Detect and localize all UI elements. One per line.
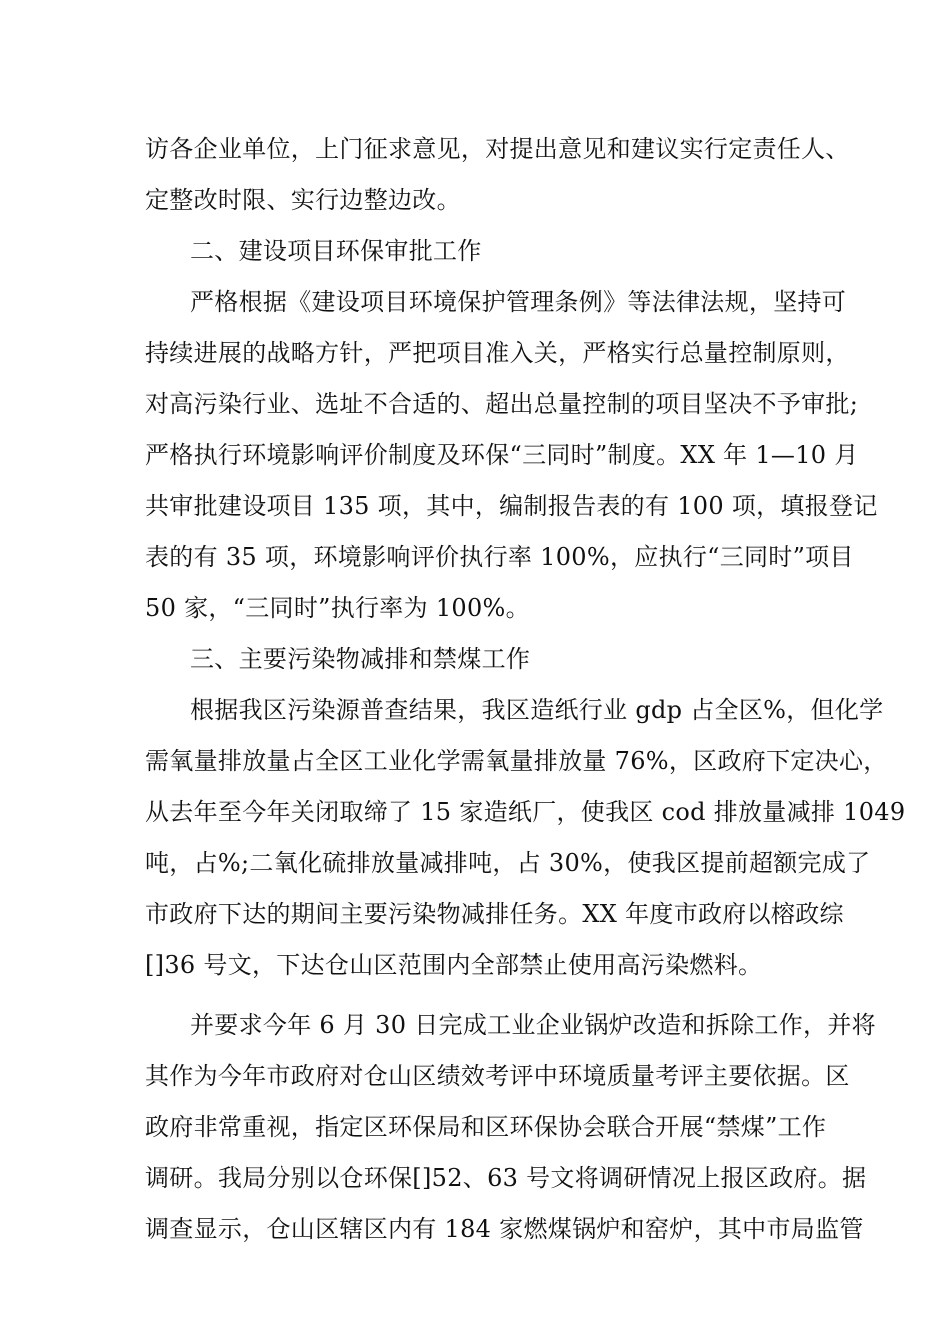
text-line-15: 吨，占%;二氧化硫排放量减排吨，占 30%，使我区提前超额完成了 <box>145 849 871 877</box>
text-line-13: 需氧量排放量占全区工业化学需氧量排放量 76%，区政府下定决心， <box>145 747 888 775</box>
text-line-6: 对高污染行业、选址不合适的、超出总量控制的项目坚决不予审批; <box>145 390 859 418</box>
text-line-17: []36 号文，下达仓山区范围内全部禁止使用高污染燃料。 <box>145 951 763 979</box>
text-line-21: 调研。我局分别以仓环保[]52、63 号文将调研情况上报区政府。据 <box>145 1164 867 1192</box>
text-line-20: 政府非常重视，指定区环保局和区环保协会联合开展“禁煤”工作 <box>145 1113 827 1141</box>
text-line-1: 访各企业单位，上门征求意见，对提出意见和建议实行定责任人、 <box>145 135 850 163</box>
text-line-12: 根据我区污染源普查结果，我区造纸行业 gdp 占全区%，但化学 <box>190 696 884 724</box>
text-line-7: 严格执行环境影响评价制度及环保“三同时”制度。XX 年 1—10 月 <box>145 441 859 469</box>
text-line-2: 定整改时限、实行边整边改。 <box>145 186 461 214</box>
text-line-18: 并要求今年 6 月 30 日完成工业企业锅炉改造和拆除工作，并将 <box>190 1011 876 1039</box>
text-line-19: 其作为今年市政府对仓山区绩效考评中环境质量考评主要依据。区 <box>145 1062 850 1090</box>
text-line-10: 50 家，“三同时”执行率为 100%。 <box>145 594 530 622</box>
section-heading-2: 二、建设项目环保审批工作 <box>190 237 482 265</box>
section-heading-3: 三、主要污染物减排和禁煤工作 <box>190 645 531 673</box>
text-line-4: 严格根据《建设项目环境保护管理条例》等法律法规，坚持可 <box>190 288 847 316</box>
text-line-16: 市政府下达的期间主要污染物减排任务。XX 年度市政府以榕政综 <box>145 900 844 928</box>
text-line-9: 表的有 35 项，环境影响评价执行率 100%，应执行“三同时”项目 <box>145 543 854 571</box>
text-line-22: 调查显示，仓山区辖区内有 184 家燃煤锅炉和窑炉，其中市局监管 <box>145 1215 864 1243</box>
text-line-8: 共审批建设项目 135 项，其中，编制报告表的有 100 项，填报登记 <box>145 492 878 520</box>
text-line-5: 持续进展的战略方针，严把项目准入关，严格实行总量控制原则， <box>145 339 850 367</box>
text-line-14: 从去年至今年关闭取缔了 15 家造纸厂，使我区 cod 排放量减排 1049 <box>145 798 906 826</box>
